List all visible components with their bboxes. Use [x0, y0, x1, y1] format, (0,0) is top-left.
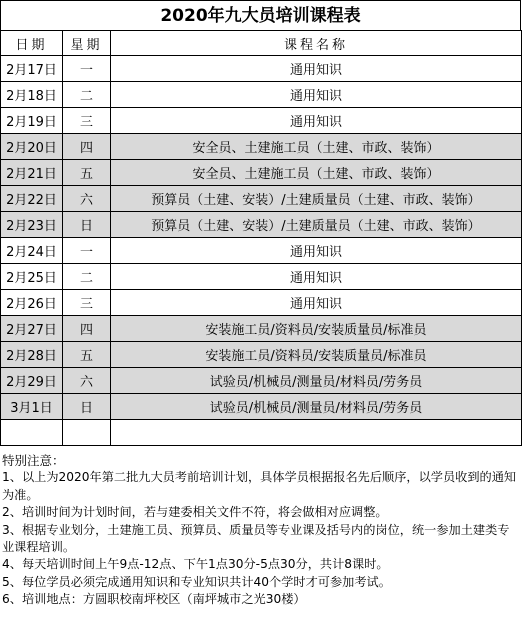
cell-weekday — [63, 420, 111, 446]
cell-course: 通用知识 — [111, 82, 522, 108]
header-weekday: 星期 — [63, 31, 111, 56]
note-item: 6、培训地点：方圆职校南坪校区（南坪城市之光30楼） — [2, 592, 306, 607]
cell-date: 2月18日 — [1, 82, 63, 108]
cell-weekday: 四 — [63, 134, 111, 160]
cell-weekday: 三 — [63, 108, 111, 134]
table-row — [1, 134, 522, 160]
cell-date: 2月21日 — [1, 160, 63, 186]
table-row — [1, 82, 522, 108]
cell-weekday: 四 — [63, 316, 111, 342]
table-row — [1, 186, 522, 212]
cell-course: 安全员、土建施工员（土建、市政、装饰） — [111, 160, 522, 186]
cell-course: 通用知识 — [111, 264, 522, 290]
cell-date: 3月1日 — [1, 394, 63, 420]
note-item: 5、每位学员必须完成通用知识和专业知识共计40个学时才可参加考试。 — [2, 574, 391, 589]
table-row — [1, 238, 522, 264]
cell-date: 2月22日 — [1, 186, 63, 212]
cell-date: 2月23日 — [1, 212, 63, 238]
header-course: 课程名称 — [111, 31, 522, 56]
table-row — [1, 342, 522, 368]
cell-course: 预算员（土建、安装）/土建质量员（土建、市政、装饰） — [111, 212, 522, 238]
table-row — [1, 160, 522, 186]
cell-course: 通用知识 — [111, 238, 522, 264]
schedule-table — [0, 30, 522, 446]
note-item: 4、每天培训时间上午9点-12点、下午1点30分-5点30分，共计8课时。 — [2, 557, 389, 572]
table-row — [1, 212, 522, 238]
cell-weekday: 一 — [63, 56, 111, 82]
header-date: 日期 — [1, 31, 63, 56]
note-item: 3、根据专业划分，土建施工员、预算员、质量员等专业课及括号内的岗位，统一参加土建类专业课程培训。 — [2, 522, 510, 555]
note-item: 2、培训时间为计划时间，若与建委相关文件不符，将会做相对应调整。 — [2, 505, 388, 520]
cell-course — [111, 420, 522, 446]
cell-course: 试验员/机械员/测量员/材料员/劳务员 — [111, 394, 522, 420]
table-row — [1, 394, 522, 420]
cell-weekday: 二 — [63, 82, 111, 108]
table-row — [1, 368, 522, 394]
cell-date: 2月19日 — [1, 108, 63, 134]
cell-weekday: 一 — [63, 238, 111, 264]
cell-course: 预算员（土建、安装）/土建质量员（土建、市政、装饰） — [111, 186, 522, 212]
cell-weekday: 日 — [63, 394, 111, 420]
table-row — [1, 420, 522, 446]
cell-weekday: 三 — [63, 290, 111, 316]
table-row — [1, 56, 522, 82]
cell-weekday: 日 — [63, 212, 111, 238]
cell-weekday: 六 — [63, 186, 111, 212]
cell-weekday: 六 — [63, 368, 111, 394]
cell-weekday: 五 — [63, 160, 111, 186]
cell-weekday: 二 — [63, 264, 111, 290]
notes-heading: 特别注意： — [2, 453, 65, 468]
cell-course: 通用知识 — [111, 108, 522, 134]
cell-date: 2月25日 — [1, 264, 63, 290]
cell-course: 安装施工员/资料员/安装质量员/标准员 — [111, 316, 522, 342]
cell-course: 安装施工员/资料员/安装质量员/标准员 — [111, 342, 522, 368]
cell-date: 2月20日 — [1, 134, 63, 160]
special-notes — [2, 452, 520, 609]
cell-date: 2月28日 — [1, 342, 63, 368]
cell-date: 2月17日 — [1, 56, 63, 82]
cell-course: 通用知识 — [111, 56, 522, 82]
cell-course: 试验员/机械员/测量员/材料员/劳务员 — [111, 368, 522, 394]
cell-weekday: 五 — [63, 342, 111, 368]
cell-course: 通用知识 — [111, 290, 522, 316]
table-row — [1, 316, 522, 342]
cell-course: 安全员、土建施工员（土建、市政、装饰） — [111, 134, 522, 160]
page-title: 2020年九大员培训课程表 — [0, 0, 521, 30]
cell-date: 2月29日 — [1, 368, 63, 394]
cell-date — [1, 420, 63, 446]
table-header-row — [1, 31, 522, 56]
note-item: 1、以上为2020年第二批九大员考前培训计划，具体学员根据报名先后顺序，以学员收到的通知为准。 — [2, 470, 517, 502]
table-row — [1, 290, 522, 316]
cell-date: 2月27日 — [1, 316, 63, 342]
cell-date: 2月24日 — [1, 238, 63, 264]
table-row — [1, 108, 522, 134]
table-row — [1, 264, 522, 290]
cell-date: 2月26日 — [1, 290, 63, 316]
